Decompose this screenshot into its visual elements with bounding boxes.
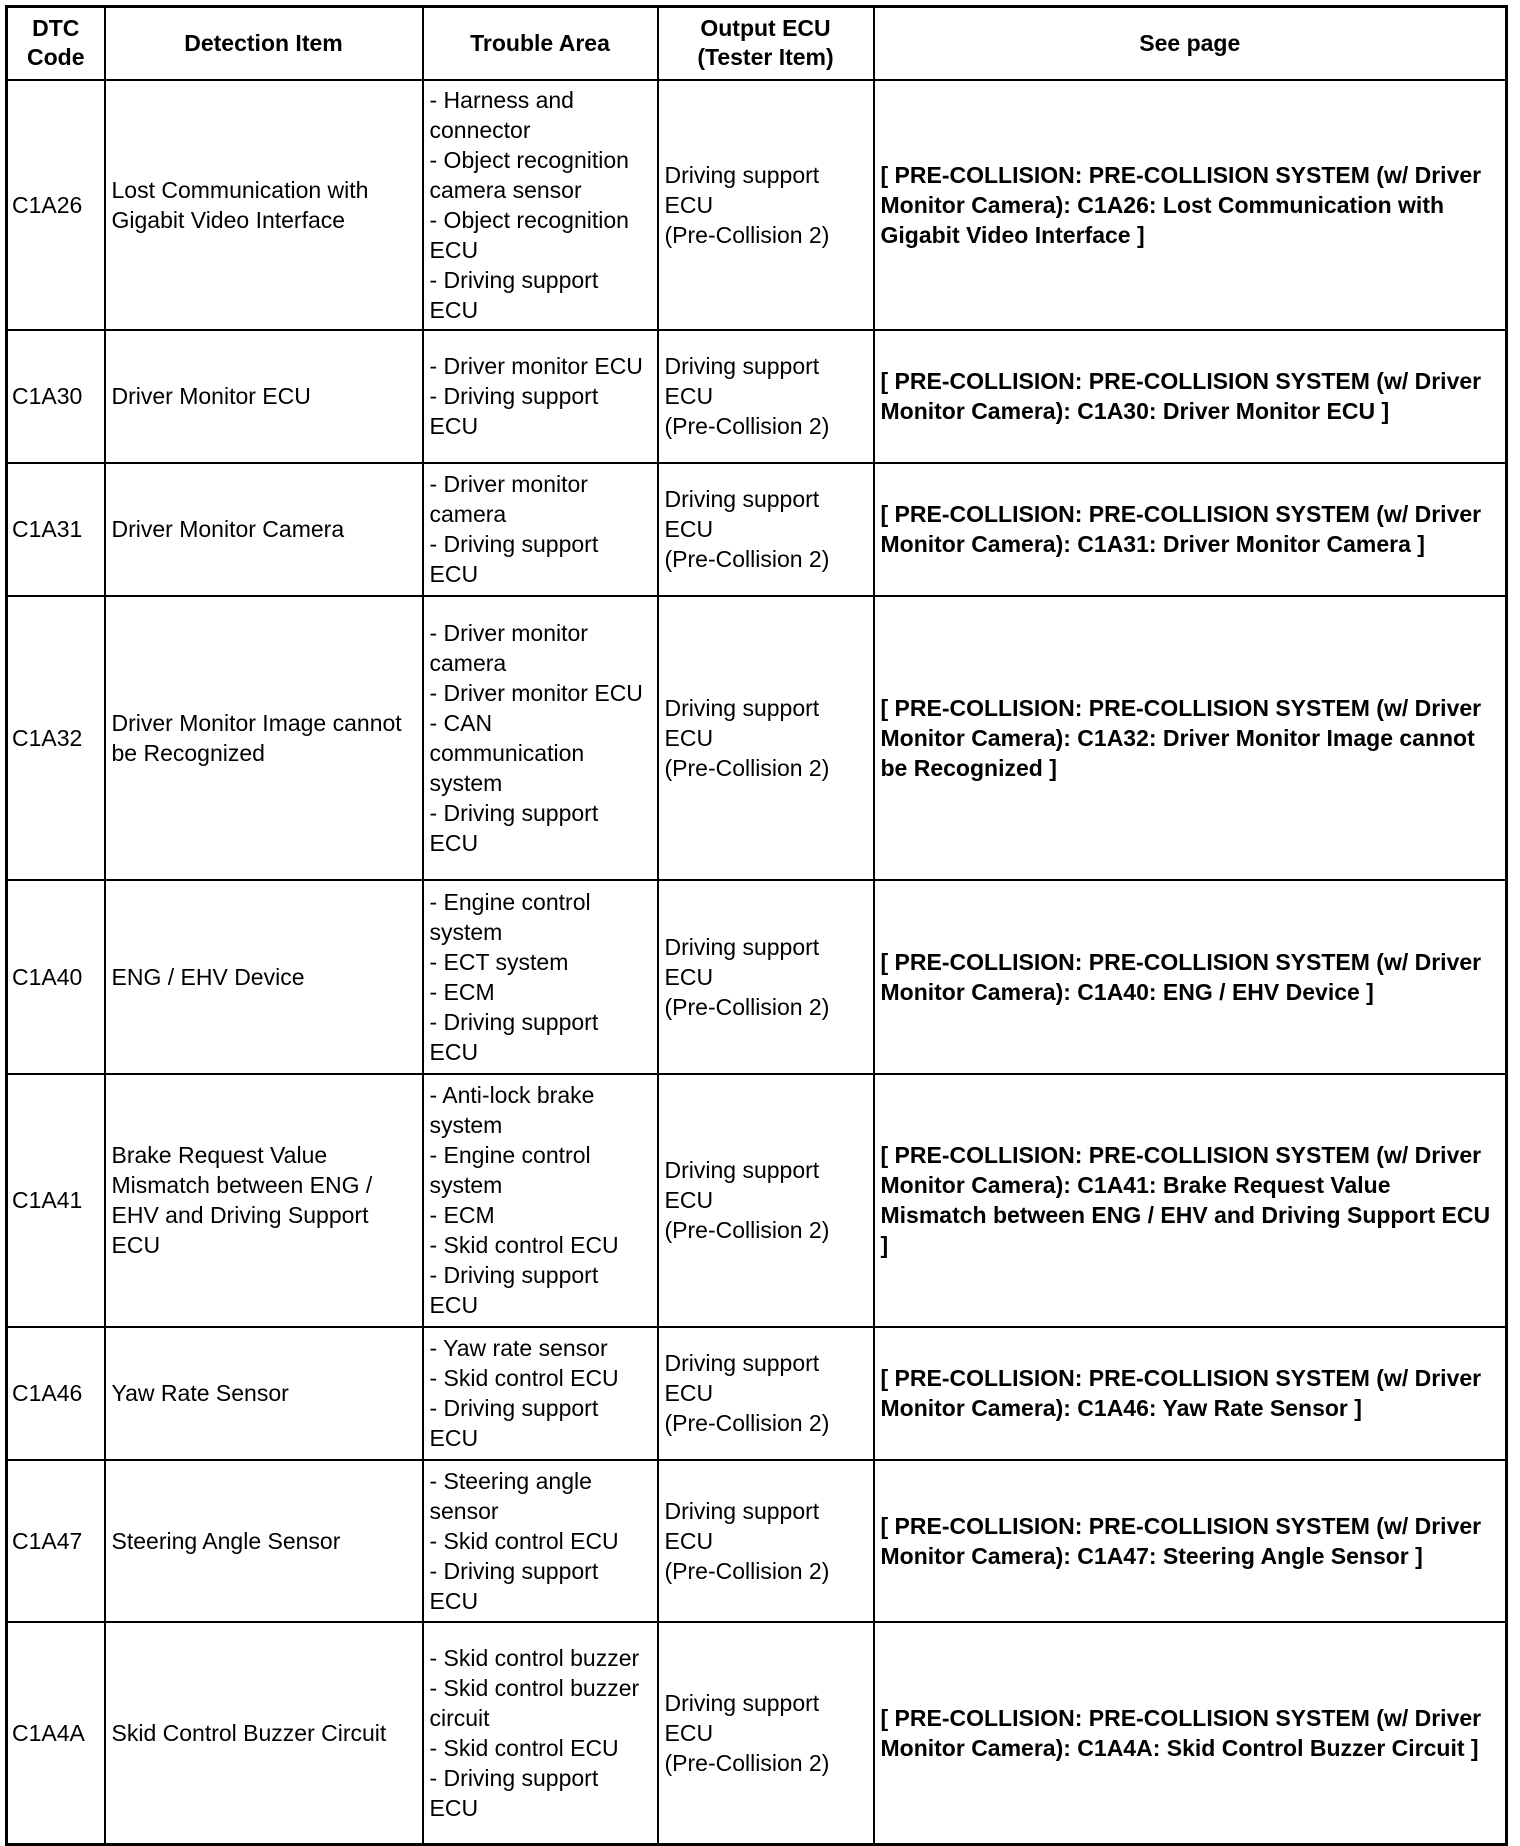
see-page-link: [ PRE-COLLISION: PRE-COLLISION SYSTEM (w/ Driver Monitor Camera): C1A30: Driver Monitor ECU ] [874, 330, 1507, 463]
table-row [7, 80, 1507, 330]
trouble-area-item: - Driving support ECU [429, 266, 605, 323]
dtc-code-cell: C1A32 [7, 596, 105, 880]
trouble-area-cell [423, 1622, 658, 1845]
detection-item-cell: Driver Monitor ECU [105, 330, 423, 463]
trouble-area-item: - ECM [429, 978, 495, 1005]
see-page-link: [ PRE-COLLISION: PRE-COLLISION SYSTEM (w/ Driver Monitor Camera): C1A4A: Skid Control Buzzer Circuit ] [874, 1622, 1507, 1845]
trouble-area-cell [423, 1327, 658, 1460]
trouble-area-item: - ECM [429, 1202, 495, 1228]
output-ecu-text: Driving support ECU (Pre-Collision 2) [664, 1689, 830, 1776]
trouble-area-item: - Driving support ECU [429, 531, 605, 587]
table-row [7, 1327, 1507, 1460]
detection-item-cell: Steering Angle Sensor [105, 1460, 423, 1622]
output-ecu-cell [658, 330, 874, 463]
detection-item-cell: Driver Monitor Image cannot be Recognized [105, 596, 423, 880]
trouble-area-item: - Driving support ECU [429, 1262, 605, 1318]
trouble-area-item: - Driver monitor camera [429, 471, 595, 527]
output-ecu-text: Driving support ECU (Pre-Collision 2) [664, 933, 830, 1020]
trouble-area-cell [423, 596, 658, 880]
see-page-link: [ PRE-COLLISION: PRE-COLLISION SYSTEM (w/ Driver Monitor Camera): C1A26: Lost Communication with Gigabit Video Interface ] [874, 80, 1507, 330]
trouble-area-item: - Engine control system [429, 1142, 597, 1198]
trouble-area-item: - Driving support ECU [429, 1764, 605, 1821]
output-ecu-cell [658, 596, 874, 880]
header-dtc-code: DTC Code [7, 7, 105, 80]
detection-item-cell: Lost Communication with Gigabit Video Interface [105, 80, 423, 330]
header-output-ecu: Output ECU (Tester Item) [658, 7, 874, 80]
trouble-area-item: - Skid control ECU [429, 1365, 619, 1391]
output-ecu-text: Driving support ECU (Pre-Collision 2) [664, 1157, 830, 1243]
output-ecu-cell [658, 880, 874, 1074]
trouble-area-item: - Skid control buzzer circuit [429, 1674, 646, 1731]
dtc-code-cell: C1A26 [7, 80, 105, 330]
see-page-link: [ PRE-COLLISION: PRE-COLLISION SYSTEM (w/ Driver Monitor Camera): C1A40: ENG / EHV Device ] [874, 880, 1507, 1074]
trouble-area-item: - Object recognition ECU [429, 206, 636, 263]
trouble-area-item: - Skid control ECU [429, 1734, 619, 1761]
dtc-code-cell: C1A4A [7, 1622, 105, 1845]
table-row [7, 880, 1507, 1074]
trouble-area-item: - ECT system [429, 948, 569, 975]
trouble-area-cell [423, 1460, 658, 1622]
dtc-code-cell: C1A30 [7, 330, 105, 463]
trouble-area-item: - Harness and connector [429, 86, 581, 143]
trouble-area-item: - Object recognition camera sensor [429, 146, 636, 203]
trouble-area-item: - Driving support ECU [429, 799, 605, 856]
trouble-area-item: - Driver monitor ECU [429, 679, 643, 706]
see-page-link: [ PRE-COLLISION: PRE-COLLISION SYSTEM (w/ Driver Monitor Camera): C1A47: Steering Angle Sensor ] [874, 1460, 1507, 1622]
detection-item-cell: Brake Request Value Mismatch between ENG / EHV and Driving Support ECU [105, 1074, 423, 1327]
output-ecu-cell [658, 463, 874, 596]
dtc-code-cell: C1A40 [7, 880, 105, 1074]
trouble-area-item: - Driving support ECU [429, 1395, 605, 1451]
table-row [7, 463, 1507, 596]
header-see-page: See page [874, 7, 1507, 80]
dtc-code-cell: C1A31 [7, 463, 105, 596]
trouble-area-cell [423, 880, 658, 1074]
trouble-area-cell [423, 1074, 658, 1327]
trouble-area-cell [423, 330, 658, 463]
output-ecu-cell [658, 80, 874, 330]
trouble-area-item: - Skid control ECU [429, 1527, 619, 1554]
output-ecu-text: Driving support ECU (Pre-Collision 2) [664, 1350, 830, 1436]
trouble-area-cell [423, 80, 658, 330]
trouble-area-item: - Skid control ECU [429, 1232, 619, 1258]
output-ecu-text: Driving support ECU (Pre-Collision 2) [664, 161, 830, 248]
dtc-code-cell: C1A47 [7, 1460, 105, 1622]
see-page-link: [ PRE-COLLISION: PRE-COLLISION SYSTEM (w/ Driver Monitor Camera): C1A46: Yaw Rate Sensor ] [874, 1327, 1507, 1460]
trouble-area-item: - Driver monitor ECU [429, 353, 643, 379]
see-page-link: [ PRE-COLLISION: PRE-COLLISION SYSTEM (w/ Driver Monitor Camera): C1A31: Driver Monitor Camera ] [874, 463, 1507, 596]
table-row [7, 330, 1507, 463]
trouble-area-cell [423, 463, 658, 596]
header-detection-item: Detection Item [105, 7, 423, 80]
trouble-area-item: - Engine control system [429, 888, 597, 945]
detection-item-cell: Yaw Rate Sensor [105, 1327, 423, 1460]
trouble-area-item: - Anti-lock brake system [429, 1082, 601, 1138]
output-ecu-text: Driving support ECU (Pre-Collision 2) [664, 694, 830, 781]
table-body [7, 80, 1507, 1845]
output-ecu-cell [658, 1074, 874, 1327]
output-ecu-cell [658, 1327, 874, 1460]
detection-item-cell: ENG / EHV Device [105, 880, 423, 1074]
detection-item-cell: Driver Monitor Camera [105, 463, 423, 596]
trouble-area-item: - Steering angle sensor [429, 1467, 599, 1524]
output-ecu-text: Driving support ECU (Pre-Collision 2) [664, 353, 830, 439]
trouble-area-item: - CAN communication system [429, 709, 591, 796]
trouble-area-item: - Driving support ECU [429, 1557, 605, 1614]
header-row [7, 7, 1507, 80]
trouble-area-item: - Skid control buzzer [429, 1644, 640, 1671]
trouble-area-item: - Driving support ECU [429, 383, 605, 439]
dtc-table [5, 5, 1508, 1846]
trouble-area-item: - Driving support ECU [429, 1008, 605, 1065]
header-trouble-area: Trouble Area [423, 7, 658, 80]
output-ecu-text: Driving support ECU (Pre-Collision 2) [664, 486, 830, 572]
table-row [7, 596, 1507, 880]
trouble-area-item: - Yaw rate sensor [429, 1335, 608, 1361]
dtc-code-cell: C1A46 [7, 1327, 105, 1460]
see-page-link: [ PRE-COLLISION: PRE-COLLISION SYSTEM (w/ Driver Monitor Camera): C1A41: Brake Request Value Mismatch between ENG / EHV and Driving Support ECU ] [874, 1074, 1507, 1327]
output-ecu-text: Driving support ECU (Pre-Collision 2) [664, 1497, 830, 1584]
dtc-code-cell: C1A41 [7, 1074, 105, 1327]
table-row [7, 1074, 1507, 1327]
output-ecu-cell [658, 1622, 874, 1845]
trouble-area-item: - Driver monitor camera [429, 619, 595, 676]
see-page-link: [ PRE-COLLISION: PRE-COLLISION SYSTEM (w/ Driver Monitor Camera): C1A32: Driver Monitor Image cannot be Recognized ] [874, 596, 1507, 880]
table-row [7, 1460, 1507, 1622]
output-ecu-cell [658, 1460, 874, 1622]
table-row [7, 1622, 1507, 1845]
detection-item-cell: Skid Control Buzzer Circuit [105, 1622, 423, 1845]
